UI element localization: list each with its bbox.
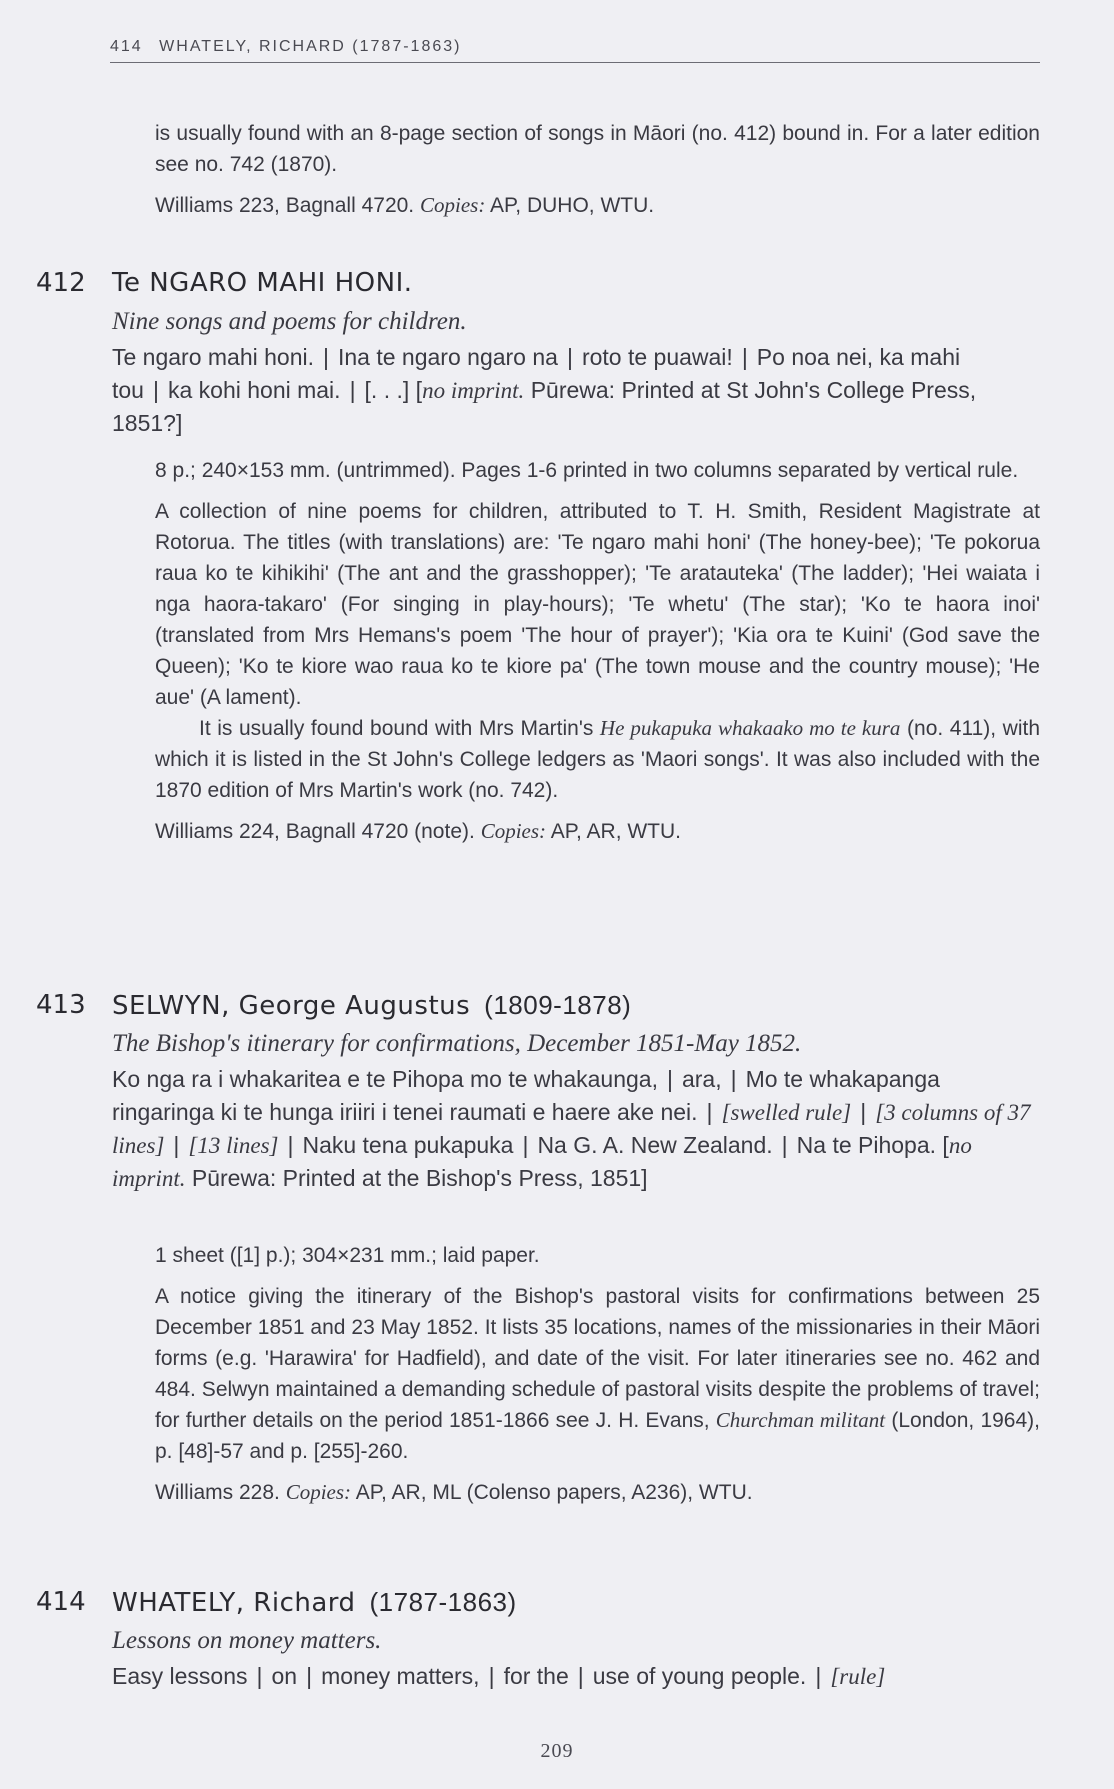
running-head-name: WHATELY, RICHARD: [159, 38, 346, 55]
continuation-block: [155, 118, 1040, 231]
entry-heading: WHATELY, Richard (1787-1863): [112, 1587, 517, 1618]
continuation-refs: Williams 223, Bagnall 4720. Copies: AP, DUHO, WTU.: [155, 193, 655, 217]
collation: 1 sheet ([1] p.); 304×231 mm.; laid paper.: [155, 1244, 540, 1267]
entry-heading: SELWYN, George Augustus (1809-1878): [112, 990, 632, 1021]
entry-refs: Williams 224, Bagnall 4720 (note). Copies: AP, AR, WTU.: [155, 819, 682, 843]
note-paragraph: A notice giving the itinerary of the Bishop's pastoral visits for confirmations between 25 December 1851 and 23 May 1852. It lists 35 locations, names of the missionaries in their Māori forms (e.g. 'Harawira' for Hadfield), and date of the visit. For later itineraries see no. 462 and 484. Selwyn maintained a demanding schedule of pastoral visits despite the problems of travel; for further details on the period 1851-1866 see J. H. Evans, Churchman militant (London, 1964), p. [48]-57 and p. [255]-260.: [155, 1285, 1040, 1463]
running-head-dates: (1787-1863): [352, 38, 462, 55]
entry-notes: [155, 1240, 1040, 1518]
entry-title: The Bishop's itinerary for confirmations, December 1851-May 1852.: [112, 1030, 802, 1057]
running-head-page: 414: [110, 38, 143, 55]
page-number: 209: [540, 1740, 574, 1762]
running-head: [110, 38, 1040, 63]
entry-heading: Te NGARO MAHI HONI.: [112, 268, 413, 298]
entry-number: 412: [36, 268, 86, 298]
note-paragraph: It is usually found bound with Mrs Martin's He pukapuka whakaako mo te kura (no. 411), with which it is listed in the St John's College ledgers as 'Maori songs'. It was also included with the 1870 edition of Mrs Martin's work (no. 742).: [155, 716, 1040, 802]
entry-notes: [155, 455, 1040, 857]
note-paragraph: A collection of nine poems for children, attributed to T. H. Smith, Resident Magistrate at Rotorua. The titles (with translations) are: 'Te ngaro mahi honi' (The honey-bee); 'Te pokorua raua ko te kihikihi' (The ant and the grasshopper); 'Te aratauteka' (The ladder); 'Hei waiata i nga haora-takaro' (For singing in play-hours); 'Te whetu' (The star); 'Ko te haora inoi' (translated from Mrs Hemans's poem 'The hour of prayer'); 'Kia ora te Kuini' (God save the Queen); 'Ko te kiore wao raua ko te kiore pa' (The town mouse and the country mouse); 'He aue' (A lament).: [155, 500, 1040, 709]
title-transcription: Te ngaro mahi honi. | Ina te ngaro ngaro na | roto te puawai! | Po noa nei, ka mahi tou | ka kohi honi mai. | [. . .] [no imprint. Pūrewa: Printed at St John's College Press, 1851?]: [112, 344, 977, 436]
entry-number: 413: [36, 990, 86, 1020]
entry-title: Nine songs and poems for children.: [112, 308, 467, 335]
title-transcription: Ko nga ra i whakaritea e te Pihopa mo te whakaunga, | ara, | Mo te whakapanga ringaringa ki te hunga iriiri i tenei raumati e haere ake nei. | [swelled rule] | [3 columns of 37 lines] | [13 lines] | Naku tena pukapuka | Na G. A. New Zealand. | Na te Pihopa. [no imprint. Pūrewa: Printed at the Bishop's Press, 1851]: [112, 1066, 1031, 1191]
entry-number: 414: [36, 1587, 86, 1617]
entry-refs: Williams 228. Copies: AP, AR, ML (Colenso papers, A236), WTU.: [155, 1480, 753, 1504]
collation: 8 p.; 240×153 mm. (untrimmed). Pages 1-6 printed in two columns separated by vertical rule.: [155, 459, 1019, 482]
title-transcription: Easy lessons | on | money matters, | for the | use of young people. | [rule]: [112, 1663, 886, 1689]
continuation-note: is usually found with an 8-page section of songs in Māori (no. 412) bound in. For a later edition see no. 742 (1870).: [155, 122, 1040, 176]
entry-title: Lessons on money matters.: [112, 1627, 382, 1654]
